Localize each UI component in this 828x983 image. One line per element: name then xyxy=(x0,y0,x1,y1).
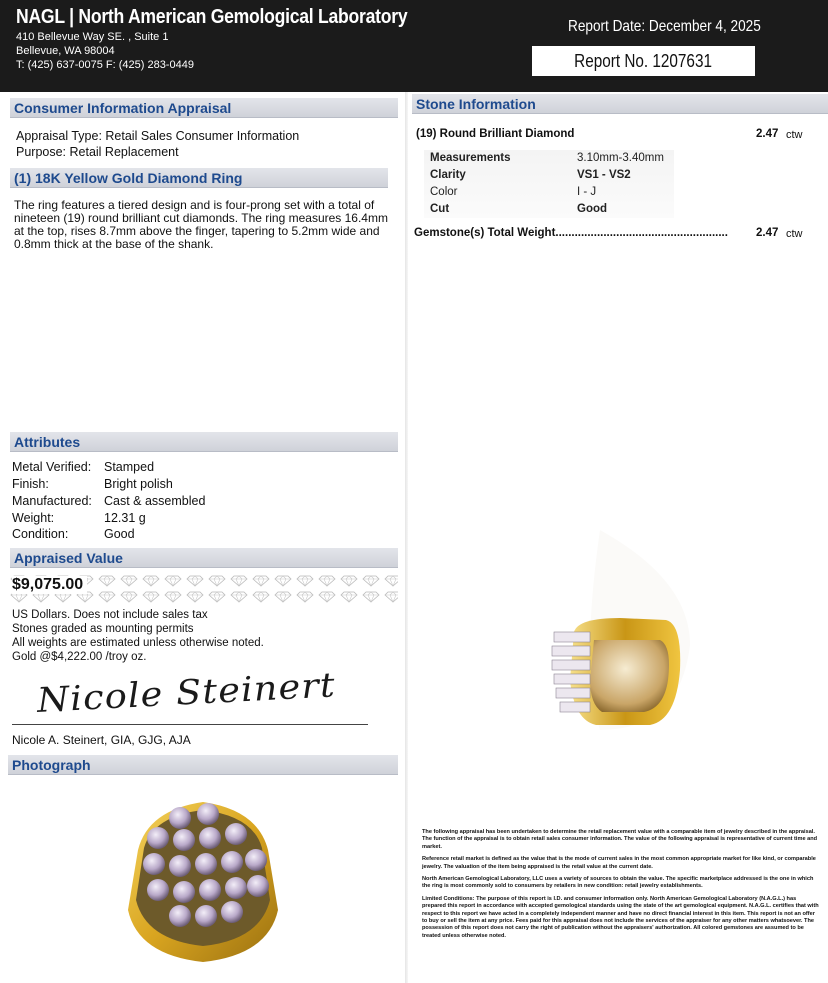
ring-side-photo xyxy=(540,520,720,745)
value-section-bar xyxy=(10,548,398,568)
attribute-value: 12.31 g xyxy=(104,511,146,525)
attribute-key: Weight: xyxy=(12,511,55,525)
appraised-value-amount: $9,075.00 xyxy=(12,576,87,594)
attribute-value: Stamped xyxy=(104,460,155,474)
item-description: The ring features a tiered design and is four-prong set with a total of nineteen (19) round brilliant cut diamonds. The ring measures 16.4mm at the top, rises 8.7mm above the finger, tapering to 5.2mm wide and 0.8mm thick at the base of the shank. xyxy=(14,198,388,251)
attribute-value: Good xyxy=(104,527,135,541)
stone-heading: (19) Round Brilliant Diamond xyxy=(416,128,575,140)
value-section-title: Appraised Value xyxy=(14,550,123,566)
value-note: All weights are estimated unless otherwise noted. xyxy=(12,637,264,649)
total-weight-unit: ctw xyxy=(786,228,803,240)
total-weight-label: Gemstone(s) Total Weight...................................................... xyxy=(414,227,728,239)
value-note: Gold @$4,222.00 /troy oz. xyxy=(12,651,147,663)
item-title: (1) 18K Yellow Gold Diamond Ring xyxy=(14,170,243,186)
attribute-row xyxy=(12,460,154,474)
photograph-title: Photograph xyxy=(12,757,91,773)
attribute-row xyxy=(12,494,205,508)
appraisal-type: Appraisal Type: Retail Sales Consumer Information xyxy=(16,129,300,143)
attribute-key: Condition: xyxy=(12,527,69,541)
signature: Nicole Steinert xyxy=(36,665,337,721)
attribute-key: Manufactured: xyxy=(12,494,92,508)
total-weight-value: 2.47 xyxy=(756,227,779,239)
stone-heading-weight: 2.47 xyxy=(756,128,779,140)
stone-section-title: Stone Information xyxy=(416,96,536,112)
lab-phones: T: (425) 637-0075 F: (425) 283-0449 xyxy=(16,59,194,71)
attribute-row xyxy=(12,511,146,525)
value-note: Stones graded as mounting permits xyxy=(12,623,194,635)
appraiser-credentials: Nicole A. Steinert, GIA, GJG, AJA xyxy=(12,733,191,747)
appraisal-purpose: Purpose: Retail Replacement xyxy=(16,145,179,159)
fine-print-paragraph: Limited Conditions: The purpose of this report is I.D. and consumer information only. North American Gemological Laboratory (N.A.G.L.) has prepared this report in accordance with accepted gemological standards using the state of the art gemological equipment. N.A.G.L. certifies that with respect to this report we have acted in a completely independent manner and have no direct financial interest in this item. This report is not an offer to buy or sell the item at any price. Fees paid for this appraisal does not include the services of the appraiser for any other matters whatsoever. The possession of this report does not carry the right of publication without the appraisers' authorization. All colored gemstones are assumed to be treated unless otherwise noted. xyxy=(422,895,819,939)
report-number: Report No. 1207631 xyxy=(574,51,713,71)
stone-attr-value: I - J xyxy=(577,186,597,198)
fine-print xyxy=(422,829,820,945)
report-date: Report Date: December 4, 2025 xyxy=(568,18,761,35)
consumer-section-bar xyxy=(10,98,398,118)
report-header xyxy=(0,0,828,92)
attribute-key: Finish: xyxy=(12,477,49,491)
ring-photo xyxy=(118,790,288,965)
column-divider xyxy=(405,92,408,983)
report-number-box xyxy=(532,46,755,76)
fine-print-paragraph: North American Gemological Laboratory, LLC uses a variety of sources to obtain the value. The specific marketplace addressed is the one in which the ring is most commonly sold to consumers by retailers in new condition: retail jewelry establishments. xyxy=(422,876,814,890)
stone-attr-key: Color xyxy=(430,186,458,198)
attribute-value: Cast & assembled xyxy=(104,494,206,508)
lab-title: NAGL | North American Gemological Laboratory xyxy=(16,6,408,28)
attributes-section-bar xyxy=(10,432,398,452)
stone-section-bar xyxy=(412,94,828,114)
fine-print-paragraph: The following appraisal has been undertaken to determine the retail replacement value with a comparable item of jewelry described in the appraisal. The function of the appraisal is to obtain retail sales consumer information. The value of the following appraisal is representative of current time and market. xyxy=(422,829,818,850)
attribute-key: Metal Verified: xyxy=(12,460,92,474)
fine-print-paragraph: Reference retail market is defined as the value that is the mode of current sales in the most common appropriate market for like kind, or comparable jewelry. The valuation of the item being appraised is the retail value at the current date. xyxy=(422,856,816,870)
lab-address-line1: 410 Bellevue Way SE. , Suite 1 xyxy=(16,31,169,43)
photograph-section-bar xyxy=(8,755,398,775)
item-section-bar xyxy=(10,168,388,188)
stone-attr-value: 3.10mm-3.40mm xyxy=(577,152,664,164)
lab-address-line2: Bellevue, WA 98004 xyxy=(16,45,115,57)
attribute-value: Bright polish xyxy=(104,477,173,491)
attribute-row xyxy=(12,527,135,541)
attributes-title: Attributes xyxy=(14,434,81,450)
stone-attr-value: Good xyxy=(577,203,608,215)
consumer-section-title: Consumer Information Appraisal xyxy=(14,100,232,116)
stone-attr-value: VS1 - VS2 xyxy=(577,169,631,181)
attribute-row xyxy=(12,477,173,491)
value-note: US Dollars. Does not include sales tax xyxy=(12,609,208,621)
stone-attr-key: Cut xyxy=(430,203,450,215)
signature-line xyxy=(12,724,368,725)
stone-heading-unit: ctw xyxy=(786,129,803,141)
stone-attr-key: Measurements xyxy=(430,152,511,164)
stone-attr-key: Clarity xyxy=(430,169,466,181)
